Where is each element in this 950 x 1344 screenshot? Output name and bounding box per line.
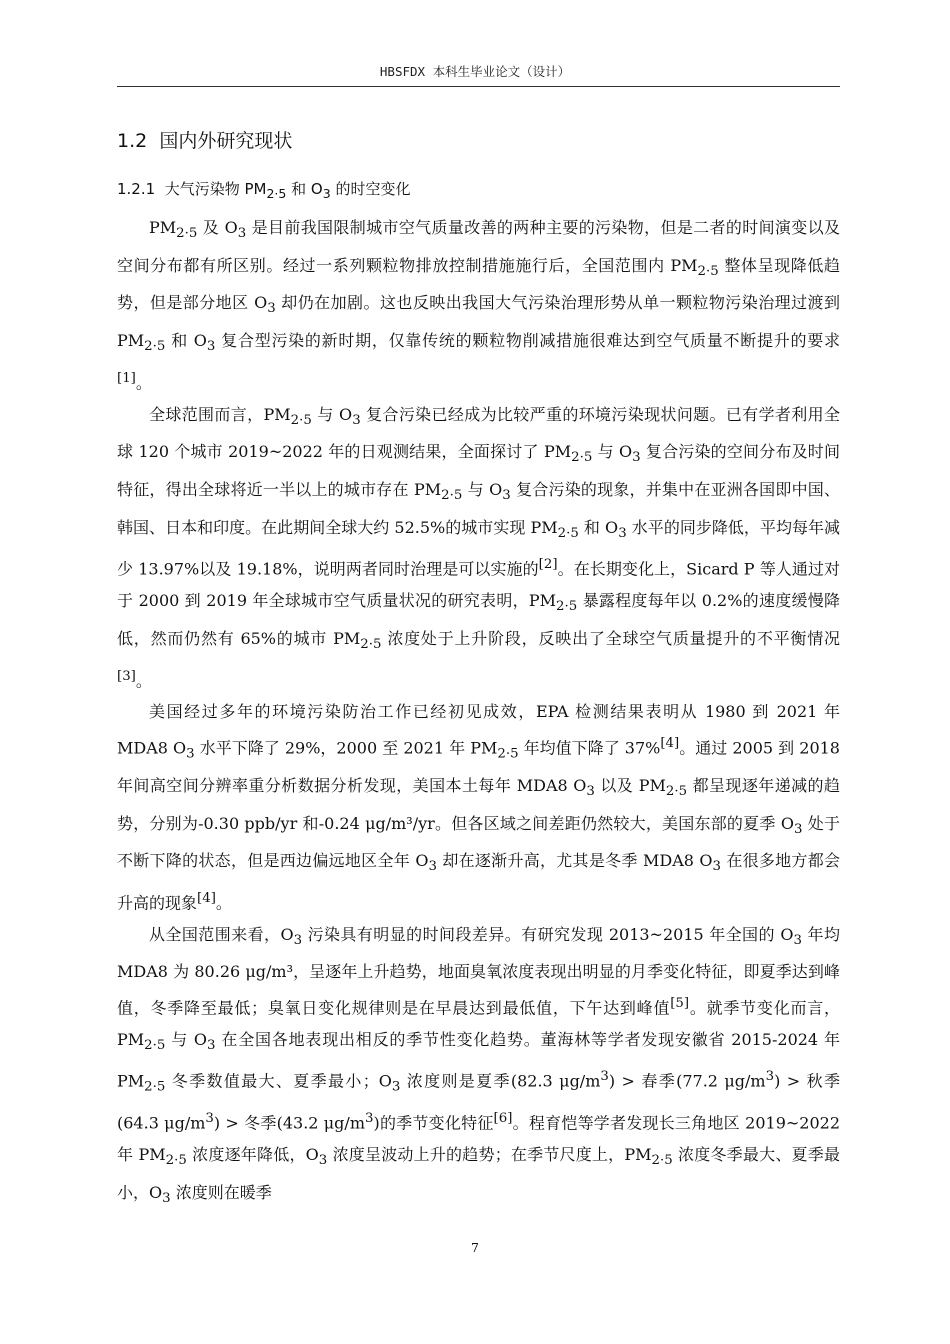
page-number: 7 — [471, 1240, 479, 1255]
subsection-title: 大气污染物 $PM_{2\cdot 5}$ 和 $O_3$ 的时空变化 — [164, 180, 411, 201]
header-rule — [117, 86, 840, 87]
paragraph-1: $PM_{2\cdot 5}$ 及 $O_3$ 是目前我国限制城市空气质量改善的两种主要的污染物，但是二者的时间演变以及空间分布都有所区别。经过一系列颗粒物排放控制措施施行后，全国范围内 $PM_{2\cdot 5}$ 整体呈现降低趋势，但是部分地区 $O_3$ 却仍在加剧。这也反映出我国大气污染治理形势从单一颗粒物污染治理过渡到 $PM_{2\cdot 5}$ 和 $O_3$ 复合型污染的新时期，仅靠传统的颗粒物削减措施很难达到空气质量不断提升的要求[1]。 — [117, 218, 840, 393]
section-title: 国内外研究现状 — [159, 130, 293, 152]
body-text — [117, 212, 840, 1215]
paragraph-2: 全球范围而言，$PM_{2\cdot 5}$ 与 $O_3$ 复合污染已经成为比较严重的环境污染现状问题。已有学者利用全球 120 个城市 2019~2022 年的日观测结果，全面探讨了 $PM_{2\cdot 5}$ 与 $O_3$ 复合污染的空间分布及时间特征，得出全球将近一半以上的城市存在 $PM_{2\cdot 5}$ 与 $O_3$ 复合污染的现象，并集中在亚洲各国即中国、韩国、日本和印度。在此期间全球大约 52.5%的城市实现 $PM_{2\cdot 5}$ 和 $O_3$ 水平的同步降低，平均每年减少 13.97%以及 19.18%，说明两者同时治理是可以实施的[2]。在长期变化上，Sicard P 等人通过对于 2000 到 2019 年全球城市空气质量状况的研究表明，$PM_{2\cdot 5}$ 暴露程度每年以 0.2%的速度缓慢降低，然而仍然有 65%的城市 $PM_{2\cdot 5}$ 浓度处于上升阶段，反映出了全球空气质量提升的不平衡情况[3]。 — [117, 404, 841, 690]
subsection-heading — [117, 178, 410, 201]
section-number: 1.2 — [117, 130, 148, 152]
paragraph-4: 从全国范围来看，$O_3$ 污染具有明显的时间段差异。有研究发现 2013~2015 年全国的 $O_3$ 年均 MDA8 为 80.26 μg/m³，呈逐年上升趋势，地面臭氧浓度表现出明显的月季变化特征，即夏季达到峰值，冬季降至最低；臭氧日变化规律则是在早晨达到最低值，下午达到峰值[5]。就季节变化而言，$PM_{2\cdot 5}$ 与 $O_3$ 在全国各地表现出相反的季节性变化趋势。董海林等学者发现安徽省 2015-2024 年 $PM_{2\cdot 5}$ 冬季数值最大、夏季最小；$O_3$ 浓度则是夏季(82.3 $\mu g/m^3$) > 春季(77.2 $\mu g/m^3$) > 秋季(64.3 $\mu g/m^3$) > 冬季(43.2 $\mu g/m^3$)的季节变化特征[6]。程育恺等学者发现长三角地区 2019~2022 年 $PM_{2\cdot 5}$ 浓度逐年降低，$O_3$ 浓度呈波动上升的趋势；在季节尺度上，$PM_{2\cdot 5}$ 浓度冬季最大、夏季最小，$O_3$ 浓度则在暖季 — [117, 924, 841, 1207]
running-header: HBSFDX 本科生毕业论文（设计） — [379, 64, 571, 79]
section-heading — [117, 126, 292, 153]
paragraph-3: 美国经过多年的环境污染防治工作已经初见成效，EPA 检测结果表明从 1980 到 2021 年 MDA8 $O_3$ 水平下降了 29%，2000 至 2021 年 $PM_{2\cdot 5}$ 年均值下降了 37%[4]。通过 2005 到 2018 年间高空间分辨率重分析数据分析发现，美国本土每年 MDA8 $O_3$ 以及 $PM_{2\cdot 5}$ 都呈现逐年递减的趋势，分别为-0.30 ppb/yr 和-0.24 μg/m³/yr。但各区域之间差距仍然较大，美国东部的夏季 $O_3$ 处于不断下降的状态，但是西边偏远地区全年 $O_3$ 却在逐渐升高，尤其是冬季 MDA8 $O_3$ 在很多地方都会升高的现象[4]。 — [117, 702, 840, 913]
subsection-number: 1.2.1 — [117, 180, 156, 198]
